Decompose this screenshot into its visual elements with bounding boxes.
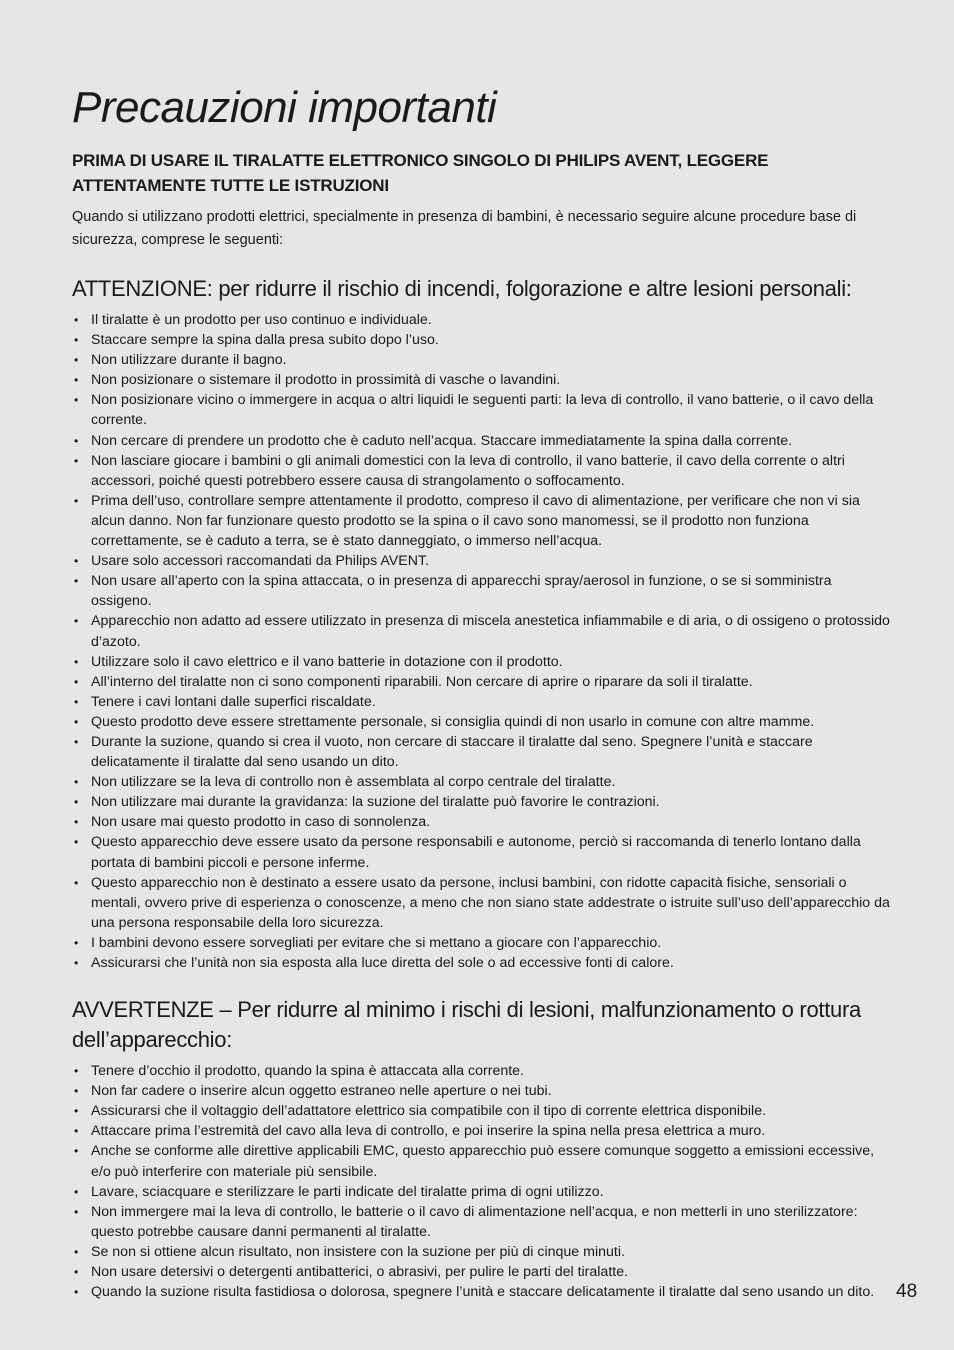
list-item: • Assicurarsi che l’unità non sia esposta alla luce diretta del sole o ad eccessive fonti di calore. xyxy=(72,953,890,973)
list-item: • Non immergere mai la leva di controllo, le batterie o il cavo di alimentazione nell’acqua, e non metterli in uno sterilizzatore: questo potrebbe causare danni permanenti al tiralatte. xyxy=(72,1202,890,1242)
list-item: • Non posizionare vicino o immergere in acqua o altri liquidi le seguenti parti: la leva di controllo, il vano batterie, o il cavo della corrente. xyxy=(72,390,890,430)
list-item: • Utilizzare solo il cavo elettrico e il vano batterie in dotazione con il prodotto. xyxy=(72,652,890,672)
list-item: • Non cercare di prendere un prodotto che è caduto nell’acqua. Staccare immediatamente la spina dalla corrente. xyxy=(72,431,890,451)
list-item: • Questo apparecchio deve essere usato da persone responsabili e autonome, perciò si raccomanda di tenerlo lontano dalla portata di bambini piccoli e persone inferme. xyxy=(72,832,890,872)
list-item: • Prima dell’uso, controllare sempre attentamente il prodotto, compreso il cavo di alimentazione, per verificare che non vi sia alcun danno. Non far funzionare questo prodotto se la spina o il cavo sono manomessi, se il prodotto non funziona correttamente, se è caduto a terra, se è stato danneggiato, o immerso nell’acqua. xyxy=(72,491,890,551)
list-item: • Questo apparecchio non è destinato a essere usato da persone, inclusi bambini, con ridotte capacità fisiche, sensoriali o mentali, ovvero prive di esperienza o conoscenze, a meno che non siano state addestrate o istruite sull’uso dell’apparecchio da una persona responsabile della loro sicurezza. xyxy=(72,873,890,933)
attenzione-heading xyxy=(72,274,890,304)
avvertenze-heading-text: Per ridurre al minimo i rischi di lesioni, malfunzionamento o rottura dell’apparecchio: xyxy=(72,997,861,1053)
list-item: • Questo prodotto deve essere strettamente personale, si consiglia quindi di non usarlo in comune con altre mamme. xyxy=(72,712,890,732)
page-number: 48 xyxy=(896,1281,918,1302)
avvertenze-lead: AVVERTENZE – xyxy=(72,997,232,1023)
list-item: • Staccare sempre la spina dalla presa subito dopo l’uso. xyxy=(72,330,890,350)
list-item: • Anche se conforme alle direttive applicabili EMC, questo apparecchio può essere comunque soggetto a emissioni eccessive, e/o può interferire con materiale più sensibile. xyxy=(72,1141,890,1181)
avvertenze-heading xyxy=(72,995,890,1055)
list-item: • Non utilizzare se la leva di controllo non è assemblata al corpo centrale del tiralatte. xyxy=(72,772,890,792)
list-item: • Non posizionare o sistemare il prodotto in prossimità di vasche o lavandini. xyxy=(72,370,890,390)
document-page xyxy=(72,80,890,1302)
list-item: • Lavare, sciacquare e sterilizzare le parti indicate del tiralatte prima di ogni utilizzo. xyxy=(72,1182,890,1202)
list-item: • Il tiralatte è un prodotto per uso continuo e individuale. xyxy=(72,310,890,330)
list-item: • Non utilizzare durante il bagno. xyxy=(72,350,890,370)
list-item: • I bambini devono essere sorvegliati per evitare che si mettano a giocare con l’apparecchio. xyxy=(72,933,890,953)
list-item: • Attaccare prima l’estremità del cavo alla leva di controllo, e poi inserire la spina nella presa elettrica a muro. xyxy=(72,1121,890,1141)
attenzione-lead: ATTENZIONE: xyxy=(72,276,213,301)
list-item: • Quando la suzione risulta fastidiosa o dolorosa, spegnere l’unità e staccare delicatamente il tiralatte dal seno usando un dito. xyxy=(72,1282,890,1302)
page-title: Precauzioni importanti xyxy=(72,83,497,132)
list-item: • Non far cadere o inserire alcun oggetto estraneo nelle aperture o nei tubi. xyxy=(72,1081,890,1101)
list-item: • Non usare mai questo prodotto in caso di sonnolenza. xyxy=(72,812,890,832)
list-item: • Tenere i cavi lontani dalle superfici riscaldate. xyxy=(72,692,890,712)
intro-text: Quando si utilizzano prodotti elettrici, specialmente in presenza di bambini, è necessario seguire alcune procedure base di sicurezza, comprese le seguenti: xyxy=(72,209,857,248)
attenzione-heading-text: per ridurre il rischio di incendi, folgorazione e altre lesioni personali: xyxy=(212,276,852,301)
list-item: • Non lasciare giocare i bambini o gli animali domestici con la leva di controllo, il vano batterie, il cavo della corrente o altri accessori, poiché questi potrebbero essere causa di strangolamento o soffocamento. xyxy=(72,451,890,491)
list-item: • Durante la suzione, quando si crea il vuoto, non cercare di staccare il tiralatte dal seno. Spegnere l’unità e staccare delicatamente il tiralatte dal seno usando un dito. xyxy=(72,732,890,772)
list-item: • Se non si ottiene alcun risultato, non insistere con la suzione per più di cinque minuti. xyxy=(72,1242,890,1262)
list-item: • Non usare all’aperto con la spina attaccata, o in presenza di apparecchi spray/aerosol in funzione, o se si somministra ossigeno. xyxy=(72,571,890,611)
attenzione-list xyxy=(72,310,890,973)
list-item: • Tenere d’occhio il prodotto, quando la spina è attaccata alla corrente. xyxy=(72,1061,890,1081)
list-item: • Non usare detersivi o detergenti antibatterici, o abrasivi, per pulire le parti del tiralatte. xyxy=(72,1262,890,1282)
list-item: • All’interno del tiralatte non ci sono componenti riparabili. Non cercare di aprire o riparare da soli il tiralatte. xyxy=(72,672,890,692)
intro-heading: PRIMA DI USARE IL TIRALATTE ELETTRONICO SINGOLO DI PHILIPS AVENT, LEGGERE ATTENTAMENTE TUTTE LE ISTRUZIONI xyxy=(72,151,769,195)
list-item: • Apparecchio non adatto ad essere utilizzato in presenza di miscela anestetica infiammabile e di aria, o di ossigeno o protossido d’azoto. xyxy=(72,611,890,651)
list-item: • Usare solo accessori raccomandati da Philips AVENT. xyxy=(72,551,890,571)
avvertenze-list xyxy=(72,1061,890,1302)
list-item: • Non utilizzare mai durante la gravidanza: la suzione del tiralatte può favorire le contrazioni. xyxy=(72,792,890,812)
list-item: • Assicurarsi che il voltaggio dell’adattatore elettrico sia compatibile con il tipo di corrente elettrica disponibile. xyxy=(72,1101,890,1121)
